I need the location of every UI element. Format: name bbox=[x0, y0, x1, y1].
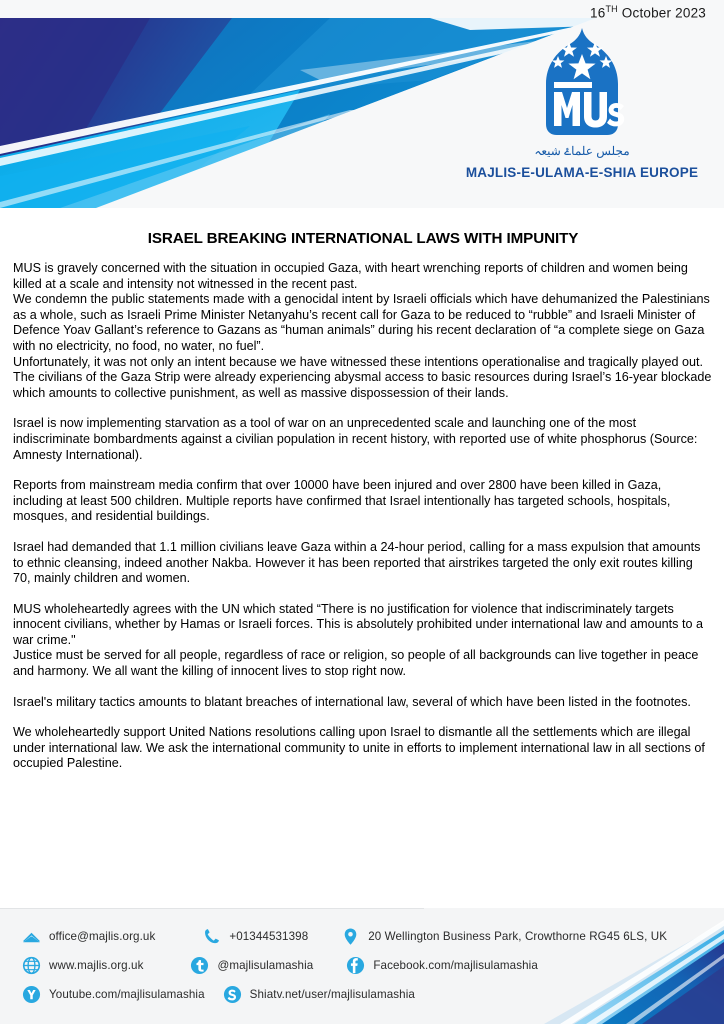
footer-address-text: 20 Wellington Business Park, Crowthorne RG45 6LS, UK bbox=[368, 930, 668, 943]
body-paragraph: Israel had demanded that 1.1 million civilians leave Gaza within a 24-hour period, calling for a mass expulsion that amounts to ethnic cleansing, indeed another Nakba. However it has been reported that airstrikes targeted the only exit routes killing 70, mainly children and women. bbox=[13, 539, 701, 586]
footer-shiatv-text: Shiatv.net/user/majlisulamashia bbox=[249, 988, 415, 1001]
footer-row-3 bbox=[22, 980, 724, 1009]
footer-contact-website[interactable] bbox=[22, 956, 143, 975]
mus-logo-mark bbox=[534, 26, 630, 144]
body-paragraph: We wholeheartedly support United Nations resolutions calling upon Israel to dismantle all the settlements which are illegal under international law. We ask the international community to unite in efforts to implement international law in all sections of occupied Palestine. bbox=[13, 725, 705, 771]
header-date bbox=[590, 4, 706, 21]
logo-urdu-text: مجلس علماۓ شیعہ bbox=[534, 144, 630, 158]
footer-contact-shiatv[interactable] bbox=[223, 985, 415, 1004]
footer-website-text: www.majlis.org.uk bbox=[49, 959, 144, 972]
footer-contact-facebook[interactable] bbox=[346, 956, 538, 975]
page-footer bbox=[0, 908, 724, 1024]
footer-twitter-text: @majlisulamashia bbox=[217, 959, 314, 972]
body-paragraph: We condemn the public statements made with a genocidal intent by Israeli officials which have dehumanized the Palestinians as a whole, such as Israeli Prime Minister Netanyahu’s recent call for Gaza to be reduced to “rubble” and Israeli Minister of Defence Yoav Gallant’s reference to Gazans as “human animals” during his recent declaration of “a complete siege on Gaza with no electricity, no food, no water, no fuel”. bbox=[13, 292, 710, 353]
footer-contact-twitter[interactable] bbox=[190, 956, 313, 975]
header-date-ordinal: TH bbox=[605, 4, 618, 14]
footer-phone-text: +01344531398 bbox=[229, 930, 309, 943]
document-body bbox=[0, 208, 724, 772]
phone-icon bbox=[202, 927, 221, 946]
body-paragraph: Unfortunately, it was not only an intent because we have witnessed these intentions operationalise and tragically played out. bbox=[13, 354, 704, 369]
envelope-icon bbox=[22, 927, 41, 946]
globe-icon bbox=[22, 956, 41, 975]
shiatv-icon bbox=[223, 985, 242, 1004]
youtube-icon bbox=[22, 985, 41, 1004]
header-date-day: 16 bbox=[590, 5, 606, 21]
body-paragraph: MUS is gravely concerned with the situation in occupied Gaza, with heart wrenching reports of children and women being killed at a scale and intensity not witnessed in the recent past. bbox=[13, 261, 688, 291]
footer-facebook-text: Facebook.com/majlisulamashia bbox=[373, 959, 538, 972]
mus-dome-icon bbox=[534, 26, 630, 144]
page-header bbox=[0, 0, 724, 208]
twitter-icon bbox=[190, 956, 209, 975]
page-title: ISRAEL BREAKING INTERNATIONAL LAWS WITH IMPUNITY bbox=[147, 230, 579, 247]
body-paragraph: Justice must be served for all people, regardless of race or religion, so people of all backgrounds can live together in peace and harmony. We all want the killing of innocent lives to stop right now. bbox=[13, 648, 699, 679]
footer-contact-phone[interactable] bbox=[202, 927, 308, 946]
facebook-icon bbox=[346, 956, 365, 975]
footer-email-text: office@majlis.org.uk bbox=[49, 930, 156, 943]
footer-contact-address bbox=[341, 927, 667, 946]
organisation-name: MAJLIS-E-ULAMA-E-SHIA EUROPE bbox=[465, 165, 699, 181]
body-paragraph: The civilians of the Gaza Strip were already experiencing abysmal access to basic resources during Israel’s 16-year blockade which amounts to collective punishment, as well as massive dispossession of their lands. bbox=[13, 370, 712, 400]
body-paragraph: Reports from mainstream media confirm that over 10000 have been injured and over 2800 have been killed in Gaza, including at least 500 children. Multiple reports have confirmed that Israel intentionally has targeted schools, hospitals, mosques, and residential buildings. bbox=[13, 478, 671, 524]
body-paragraph: MUS wholeheartedly agrees with the UN which stated “There is no justification for violence that indiscriminately targets innocent civilians, whether by Hamas or Israeli forces. This is absolutely prohibited under international law and amounts to a war crime." bbox=[13, 601, 703, 647]
footer-youtube-text: Youtube.com/majlisulamashia bbox=[49, 988, 205, 1001]
footer-row-2 bbox=[22, 951, 724, 980]
header-date-month-year: October 2023 bbox=[617, 5, 706, 21]
map-pin-icon bbox=[341, 927, 360, 946]
footer-row-1 bbox=[22, 922, 724, 951]
paragraph-list bbox=[13, 261, 713, 772]
body-paragraph: Israel's military tactics amounts to blatant breaches of international law, several of which have been listed in the footnotes. bbox=[13, 694, 691, 709]
body-paragraph: Israel is now implementing starvation as a tool of war on an unprecedented scale and launching one of the most indiscriminate bombardments against a civilian population in recent history, with reported use of white phosphorus (Source: Amnesty International). bbox=[13, 416, 698, 462]
organisation-logo-block bbox=[462, 26, 702, 180]
footer-contact-email[interactable] bbox=[22, 927, 155, 946]
footer-contact-youtube[interactable] bbox=[22, 985, 205, 1004]
footer-contact-rows bbox=[0, 908, 724, 1009]
